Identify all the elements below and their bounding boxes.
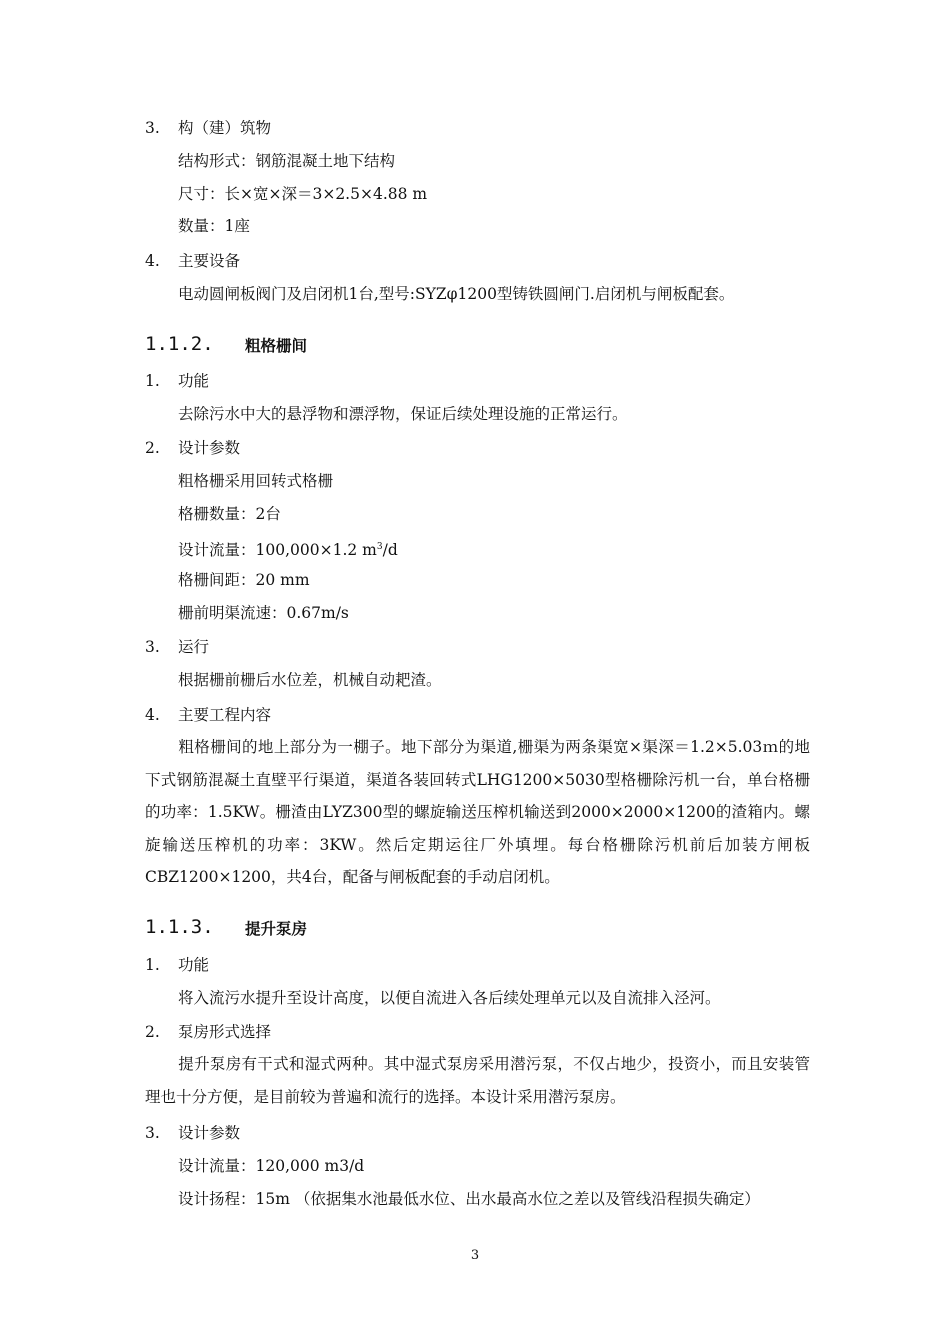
flow-unit: /d	[382, 541, 398, 560]
body-line: 将入流污水提升至设计高度，以便自流进入各后续处理单元以及自流排入泾河。	[178, 989, 721, 1007]
section-title: 提升泵房	[245, 920, 308, 938]
item-title: 设计参数	[178, 439, 241, 457]
section-number: 1.1.3.	[145, 916, 214, 938]
page-number: 3	[470, 1248, 480, 1263]
section-number: 1.1.2.	[145, 333, 214, 355]
item-number: 4.	[145, 706, 160, 724]
body-line: 设计扬程：15m （依据集水池最低水位、出水最高水位之差以及管线沿程损失确定）	[178, 1190, 760, 1208]
paragraph-text: 提升泵房有干式和湿式两种。其中湿式泵房采用潜污泵，不仅占地少，投资小，而且安装管理也十分方便，是目前较为普遍和流行的选择。本设计采用潜污泵房。	[145, 1055, 810, 1106]
body-line: 粗格栅采用回转式格栅	[178, 472, 334, 490]
body-line: 格栅数量：2台	[178, 505, 281, 523]
body-line: 数量：1座	[178, 217, 250, 235]
item-title: 泵房形式选择	[178, 1023, 272, 1041]
item-number: 1.	[145, 956, 160, 974]
flow-text: 设计流量：100,000×1.2 m	[178, 541, 377, 560]
item-number: 2.	[145, 439, 160, 457]
item-number: 2.	[145, 1023, 160, 1041]
item-number: 3.	[145, 119, 160, 137]
body-line: 尺寸：长×宽×深＝3×2.5×4.88 m	[178, 185, 428, 203]
item-title: 主要设备	[178, 252, 241, 270]
item-number: 1.	[145, 372, 160, 390]
body-line: 结构形式：钢筋混凝土地下结构	[178, 152, 396, 170]
paragraph	[145, 731, 810, 894]
item-title: 运行	[178, 638, 210, 656]
body-line: 设计流量：120,000 m3/d	[178, 1157, 365, 1175]
paragraph-text: 粗格栅间的地上部分为一棚子。地下部分为渠道,栅渠为两条渠宽×渠深＝1.2×5.03ｍ的地下式钢筋混凝土直壁平行渠道，渠道各装回转式LHG1200×5030型格栅除污机一台，单台格栅的功率：1.5KW。栅渣由LYZ300型的螺旋输送压榨机输送到2000×2000×1200的渣箱内。螺旋输送压榨机的功率：3KW。然后定期运往厂外填埋。每台格栅除污机前后加装方闸板CBZ1200×1200，共4台，配备与闸板配套的手动启闭机。	[145, 738, 810, 886]
item-number: 4.	[145, 252, 160, 270]
paragraph	[145, 1048, 810, 1113]
item-title: 功能	[178, 956, 210, 974]
section-title: 粗格栅间	[245, 337, 308, 355]
body-line: 电动圆闸板阀门及启闭机1台,型号:SYZφ1200型铸铁圆闸门.启闭机与闸板配套。	[178, 285, 735, 303]
body-line: 格栅间距：20 mm	[178, 571, 310, 589]
body-line: 栅前明渠流速：0.67m/s	[178, 604, 349, 622]
body-line	[178, 537, 398, 560]
item-number: 3.	[145, 1124, 160, 1142]
item-number: 3.	[145, 638, 160, 656]
body-line: 去除污水中大的悬浮物和漂浮物，保证后续处理设施的正常运行。	[178, 405, 628, 423]
item-title: 主要工程内容	[178, 706, 272, 724]
superscript: 3	[376, 542, 383, 552]
body-line: 根据栅前栅后水位差，机械自动耙渣。	[178, 671, 442, 689]
item-title: 设计参数	[178, 1124, 241, 1142]
item-title: 构（建）筑物	[178, 119, 272, 137]
item-title: 功能	[178, 372, 210, 390]
